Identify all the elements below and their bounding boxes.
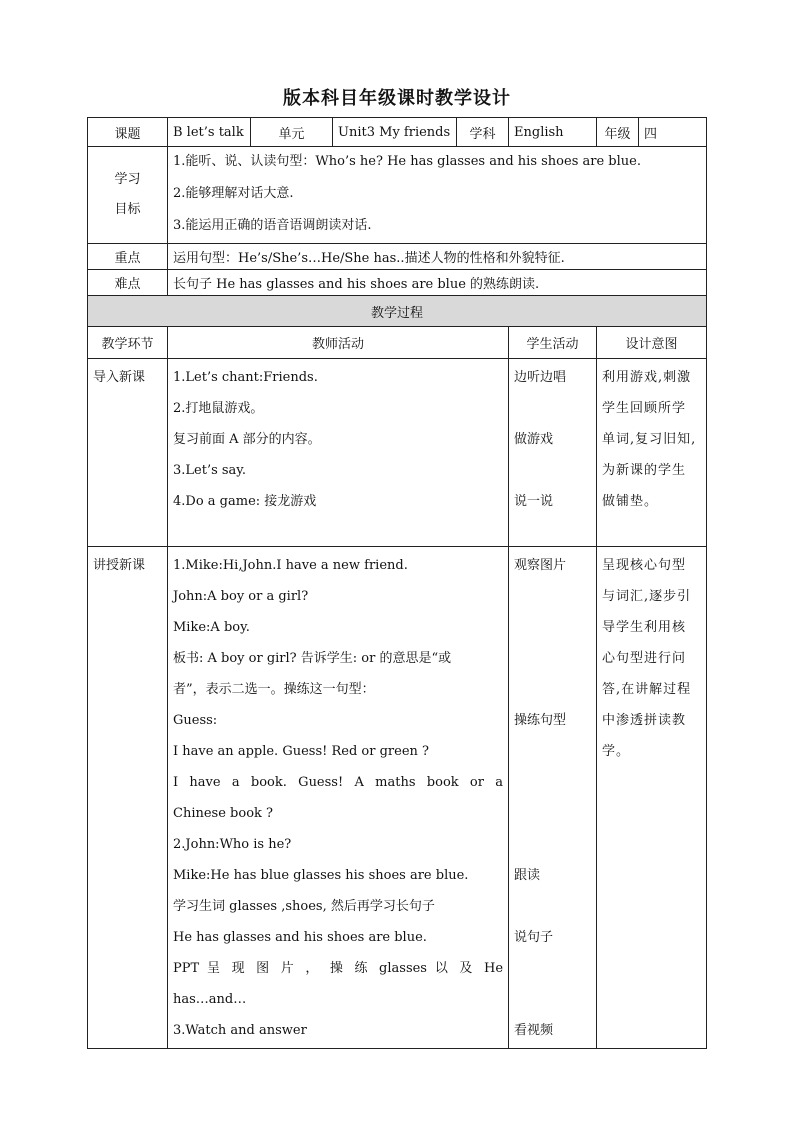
column-header-intent: 设计意图 xyxy=(597,327,707,359)
grade-label: 年级 xyxy=(597,118,639,147)
teacher-activity-cell xyxy=(168,359,509,547)
intent-line: 呈现核心句型 xyxy=(602,558,687,573)
teacher-line: 3.Let’s say. xyxy=(173,463,247,478)
teacher-line: Mike:He has blue glasses his shoes are blue. xyxy=(173,868,469,883)
topic-label: 课题 xyxy=(88,118,168,147)
unit-value: Unit3 My friends xyxy=(333,118,457,147)
student-line: 观察图片 xyxy=(514,558,567,573)
teacher-line: 板书: A boy or girl? 告诉学生: or 的意思是“或 xyxy=(173,651,452,666)
student-line xyxy=(514,643,591,674)
student-line xyxy=(514,674,591,705)
student-line xyxy=(514,736,591,767)
teacher-line: Chinese book ? xyxy=(173,806,273,821)
subject-label: 学科 xyxy=(457,118,509,147)
student-line: 说句子 xyxy=(514,930,554,945)
process-header-row xyxy=(88,327,707,359)
difficult-point-row xyxy=(88,270,707,296)
student-line xyxy=(514,393,591,424)
teacher-activity-cell xyxy=(168,547,509,1049)
student-line xyxy=(514,798,591,829)
student-line: 说一说 xyxy=(514,494,554,509)
student-line xyxy=(514,612,591,643)
teacher-line: 4.Do a game: 接龙游戏 xyxy=(173,494,317,509)
objectives-row xyxy=(88,147,707,244)
intent-line: 与词汇,逐步引 xyxy=(602,589,692,604)
teacher-line: Mike:A boy. xyxy=(173,620,250,635)
intent-line: 导学生利用核 xyxy=(602,620,687,635)
intent-line: 心句型进行问 xyxy=(602,651,687,666)
process-row-intro xyxy=(88,359,707,547)
teacher-line: 3.Watch and answer xyxy=(173,1023,307,1038)
column-header-student: 学生活动 xyxy=(509,327,597,359)
student-line xyxy=(514,581,591,612)
teacher-line: John:A boy or a girl? xyxy=(173,589,309,604)
difficult-point-label: 难点 xyxy=(88,270,168,296)
student-line: 操练句型 xyxy=(514,713,567,728)
teacher-line: 2.John:Who is he? xyxy=(173,837,292,852)
student-activity-cell xyxy=(509,547,597,1049)
column-header-teacher: 教师活动 xyxy=(168,327,509,359)
teacher-line: 1.Mike:Hi,John.I have a new friend. xyxy=(173,558,408,573)
intent-line: 利用游戏,刺激 xyxy=(602,370,692,385)
teacher-line: has…and… xyxy=(173,992,247,1007)
process-title: 教学过程 xyxy=(88,296,707,327)
student-line: 跟读 xyxy=(514,868,541,883)
key-point-row xyxy=(88,244,707,270)
teacher-line: He has glasses and his shoes are blue. xyxy=(173,930,427,945)
student-line xyxy=(514,767,591,798)
intent-line: 答,在讲解过程 xyxy=(602,682,692,697)
column-header-stage: 教学环节 xyxy=(88,327,168,359)
objectives-label-line: 目标 xyxy=(114,202,141,217)
teacher-line: 学习生词 glasses ,shoes, 然后再学习长句子 xyxy=(173,899,435,914)
design-intent-cell xyxy=(597,359,707,547)
student-line: 做游戏 xyxy=(514,432,554,447)
teacher-line: Guess: xyxy=(173,713,218,728)
intent-line: 学。 xyxy=(602,744,631,759)
intent-line: 单词,复习旧知, xyxy=(602,432,697,447)
student-line xyxy=(514,891,591,922)
objective-item: 1.能听、说、认读句型：Who’s he? He has glasses and his shoes are blue. xyxy=(173,154,641,169)
grade-value: 四 xyxy=(639,118,707,147)
student-line xyxy=(514,984,591,1015)
objectives-label xyxy=(88,147,168,244)
objectives-label-line: 学习 xyxy=(114,172,141,187)
topic-value: B let’s talk xyxy=(168,118,251,147)
intent-line: 学生回顾所学 xyxy=(602,401,687,416)
student-line: 看视频 xyxy=(514,1023,554,1038)
student-line: 边听边唱 xyxy=(514,370,567,385)
stage-cell xyxy=(88,547,168,1049)
student-activity-cell xyxy=(509,359,597,547)
student-line xyxy=(514,455,591,486)
lesson-plan-table xyxy=(87,117,707,1049)
teacher-line: 1.Let’s chant:Friends. xyxy=(173,370,318,385)
stage-label: 讲授新课 xyxy=(93,558,146,573)
intent-line: 中渗透拼读教 xyxy=(602,713,687,728)
difficult-point-value: 长句子 He has glasses and his shoes are blue 的熟练朗读. xyxy=(168,270,707,296)
intent-line: 做铺垫。 xyxy=(602,494,659,509)
subject-value: English xyxy=(509,118,597,147)
student-line xyxy=(514,829,591,860)
info-row xyxy=(88,118,707,147)
intent-line: 为新课的学生 xyxy=(602,463,687,478)
key-point-label: 重点 xyxy=(88,244,168,270)
teacher-line: 者”，表示二选一。操练这一句型： xyxy=(173,682,375,697)
unit-label: 单元 xyxy=(251,118,333,147)
stage-cell xyxy=(88,359,168,547)
stage-label: 导入新课 xyxy=(93,370,146,385)
objective-item: 2.能够理解对话大意. xyxy=(173,186,294,201)
teacher-line: PPT 呈 现 图 片 ， 操 练 glasses 以 及 He xyxy=(173,961,504,976)
page-title: 版本科目年级课时教学设计 xyxy=(283,88,511,109)
teacher-line: 复习前面 A 部分的内容。 xyxy=(173,432,321,447)
objectives-content xyxy=(168,147,707,244)
teacher-line: I have an apple. Guess! Red or green ? xyxy=(173,744,429,759)
design-intent-cell xyxy=(597,547,707,1049)
objective-item: 3.能运用正确的语音语调朗读对话. xyxy=(173,218,372,233)
key-point-value: 运用句型：He’s/She’s…He/She has..描述人物的性格和外貌特征. xyxy=(168,244,707,270)
teacher-line: I have a book. Guess! A maths book or a xyxy=(173,775,504,790)
process-title-row xyxy=(88,296,707,327)
student-line xyxy=(514,953,591,984)
process-row-new xyxy=(88,547,707,1049)
teacher-line: 2.打地鼠游戏。 xyxy=(173,401,264,416)
